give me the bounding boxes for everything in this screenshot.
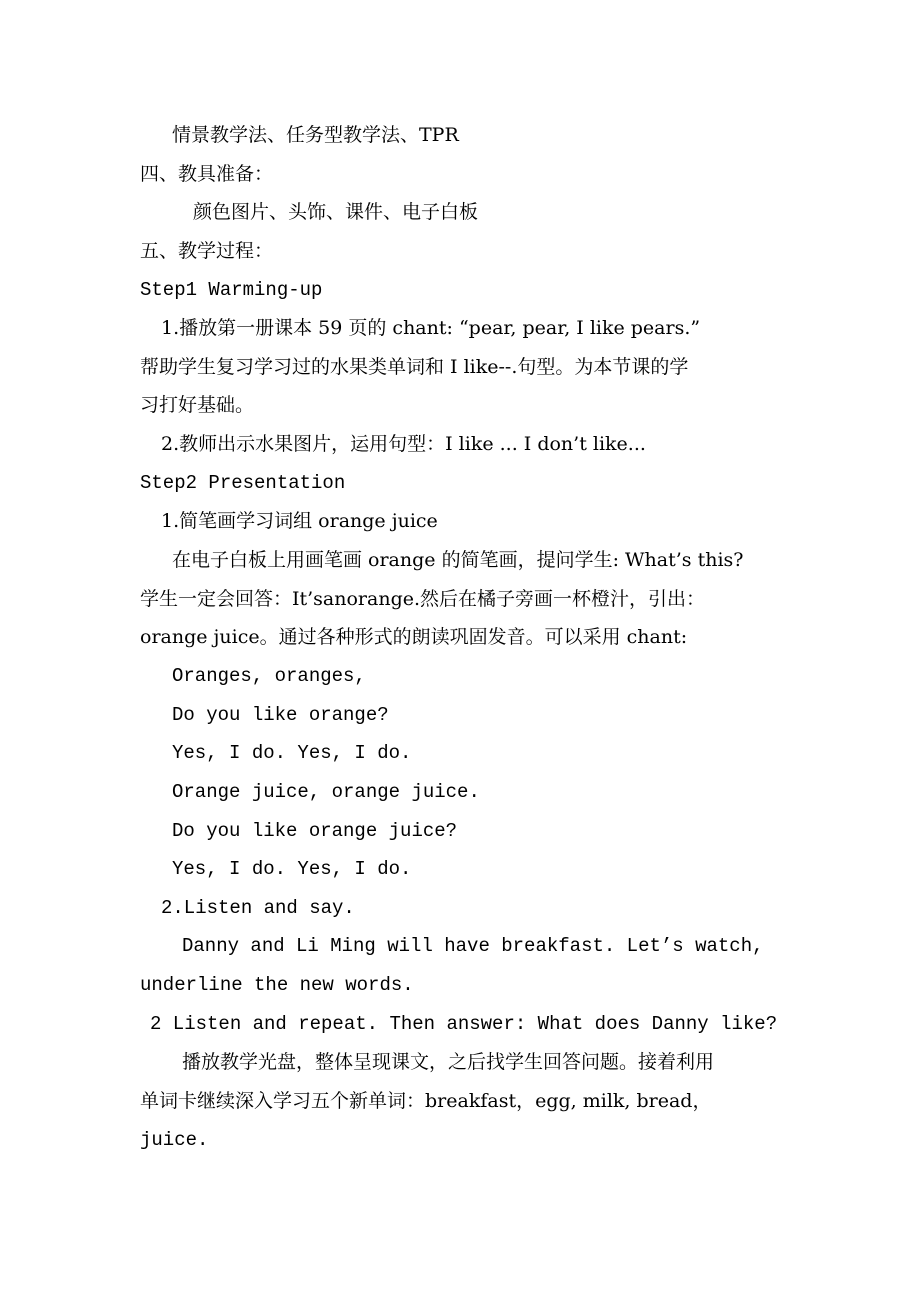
chant-line: Yes, I do. Yes, I do. [172, 858, 412, 880]
step2-item1-para-line1: 在电子白板上用画笔画 orange 的简笔画，提问学生: What’s this? [172, 549, 744, 571]
step1-item2: 2.教师出示水果图片，运用句型：I like ... I don’t like... [161, 433, 646, 455]
chant-line: Do you like orange juice? [172, 820, 458, 842]
chant-line: Yes, I do. Yes, I do. [172, 742, 412, 764]
chant-line: Oranges, oranges, [172, 665, 366, 687]
chant-line: Do you like orange? [172, 704, 389, 726]
step1-item1-line1: 1.播放第一册课本 59 页的 chant: “pear, pear, I like pears.” [161, 317, 701, 339]
step2-item3-title: 2 Listen and repeat. Then answer: What does Danny like? [150, 1013, 778, 1035]
step2-item2-line1: Danny and Li Ming will have breakfast. Let’s watch, [182, 935, 764, 957]
step2-item1-para-line3: orange juice。通过各种形式的朗读巩固发音。可以采用 chant: [140, 626, 688, 648]
step1-heading: Step1 Warming-up [140, 279, 323, 301]
step2-item2-title: 2.Listen and say. [161, 897, 355, 919]
section-four-heading: 四、教具准备： [140, 163, 274, 185]
step2-item3-para-line1: 播放教学光盘，整体呈现课文，之后找学生回答问题。接着利用 [182, 1051, 715, 1073]
chant-line: Orange juice, orange juice. [172, 781, 480, 803]
step2-item1-title: 1.简笔画学习词组 orange juice [161, 510, 438, 532]
step2-item1-para-line2: 学生一定会回答：It’sanorange.然后在橘子旁画一杯橙汁，引出： [140, 588, 706, 610]
step2-item2-line2: underline the new words. [140, 974, 414, 996]
teaching-methods-line: 情景教学法、任务型教学法、TPR [172, 124, 459, 146]
step2-heading: Step2 Presentation [140, 472, 346, 494]
step1-item1-line3: 习打好基础。 [140, 394, 255, 416]
section-five-heading: 五、教学过程： [140, 240, 274, 262]
step2-item3-para-line3: juice. [140, 1129, 209, 1151]
teaching-aids-line: 颜色图片、头饰、课件、电子白板 [193, 201, 479, 223]
step1-item1-line2: 帮助学生复习学习过的水果类单词和 I like--.句型。为本节课的学 [140, 356, 689, 378]
step2-item3-para-line2: 单词卡继续深入学习五个新单词：breakfast，egg, milk, bread， [140, 1090, 712, 1112]
